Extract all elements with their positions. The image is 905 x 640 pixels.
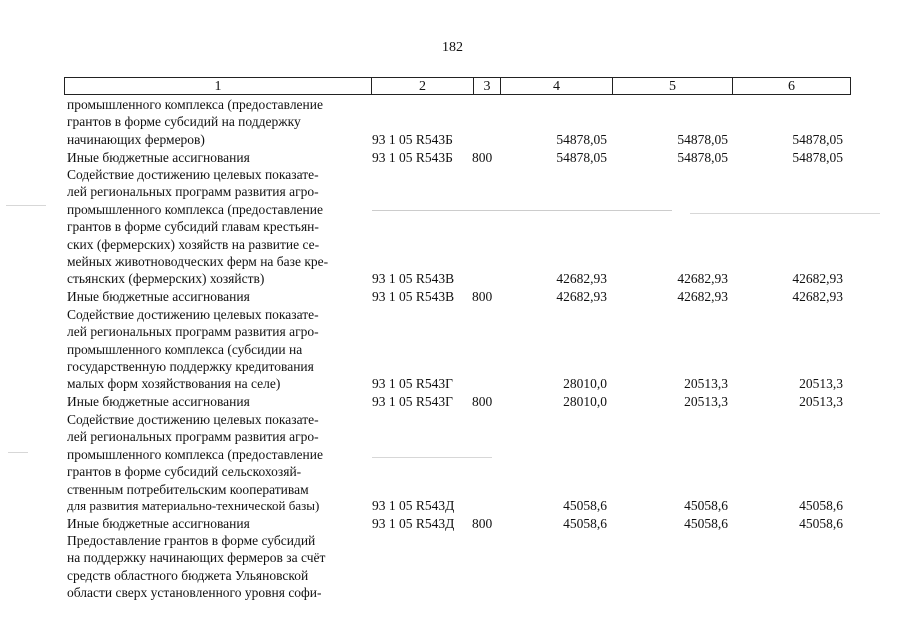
row-label: малых форм хозяйствования на селе)	[67, 376, 281, 391]
header-col-6: 6	[732, 78, 850, 94]
row-label: для развития материально-технической базы)	[67, 498, 320, 513]
table-row	[0, 149, 905, 167]
row-label: Иные бюджетные ассигнования	[67, 150, 250, 165]
description-line: лей региональных программ развития агро-	[67, 429, 319, 445]
value-col-5: 54878,05	[677, 132, 728, 147]
table-row	[0, 131, 905, 149]
row-label: начинающих фермеров)	[67, 132, 205, 147]
value-col-5: 45058,6	[684, 516, 728, 531]
table-row	[0, 270, 905, 288]
description-line: ственным потребительским кооперативам	[67, 481, 309, 497]
target-code: 93 1 05 R543В	[372, 271, 455, 286]
value-col-6: 20513,3	[799, 376, 843, 391]
row-label: стьянских (фермерских) хозяйств)	[67, 271, 265, 286]
value-col-6: 20513,3	[799, 394, 843, 409]
value-col-5: 45058,6	[684, 498, 728, 513]
expense-type: 800	[472, 289, 493, 304]
description-line: грантов в форме субсидий сельскохозяй-	[67, 464, 302, 480]
scan-artifact	[690, 213, 880, 214]
target-code: 93 1 05 R543Г	[372, 376, 453, 391]
value-col-4: 45058,6	[563, 516, 607, 531]
row-label: Иные бюджетные ассигнования	[67, 516, 250, 531]
description-line: лей региональных программ развития агро-	[67, 324, 319, 340]
expense-type: 800	[472, 516, 493, 531]
row-description	[67, 96, 364, 131]
value-col-5: 54878,05	[677, 150, 728, 165]
value-col-5: 20513,3	[684, 394, 728, 409]
description-line: промышленного комплекса (субсидии на	[67, 341, 303, 357]
header-col-5: 5	[612, 78, 732, 94]
header-col-2: 2	[371, 78, 473, 94]
description-line: Содействие достижению целевых показате-	[67, 167, 319, 182]
description-line: Содействие достижению целевых показате-	[67, 307, 319, 322]
row-description	[67, 411, 364, 498]
table-row	[0, 393, 905, 411]
value-col-6: 54878,05	[792, 150, 843, 165]
table-row	[0, 497, 905, 515]
target-code: 93 1 05 R543Б	[372, 150, 453, 165]
value-col-6: 45058,6	[799, 516, 843, 531]
target-code: 93 1 05 R543Г	[372, 394, 453, 409]
row-description	[67, 166, 364, 270]
value-col-5: 42682,93	[677, 271, 728, 286]
value-col-4: 42682,93	[556, 271, 607, 286]
row-description	[67, 306, 364, 376]
target-code: 93 1 05 R543Д	[372, 498, 455, 513]
description-line: промышленного комплекса (предоставление	[67, 97, 323, 112]
value-col-6: 54878,05	[792, 132, 843, 147]
table-row	[0, 288, 905, 306]
value-col-4: 42682,93	[556, 289, 607, 304]
value-col-4: 28010,0	[563, 376, 607, 391]
description-line: мейных животноводческих ферм на базе кре-	[67, 254, 329, 270]
expense-type: 800	[472, 394, 493, 409]
description-line: Предоставление грантов в форме субсидий	[67, 533, 316, 548]
value-col-6: 42682,93	[792, 289, 843, 304]
scan-artifact	[372, 210, 672, 211]
value-col-5: 42682,93	[677, 289, 728, 304]
table-header-row	[64, 77, 851, 95]
description-line: лей региональных программ развития агро-	[67, 184, 319, 200]
description-line: на поддержку начинающих фермеров за счёт	[67, 550, 326, 566]
description-line: средств областного бюджета Ульяновской	[67, 567, 309, 583]
table-row	[0, 375, 905, 393]
description-line: грантов в форме субсидий на поддержку	[67, 114, 301, 130]
value-col-6: 42682,93	[792, 271, 843, 286]
row-label: Иные бюджетные ассигнования	[67, 394, 250, 409]
row-label: Иные бюджетные ассигнования	[67, 289, 250, 304]
value-col-4: 45058,6	[563, 498, 607, 513]
value-col-6: 45058,6	[799, 498, 843, 513]
row-description	[67, 532, 364, 602]
target-code: 93 1 05 R543Д	[372, 516, 455, 531]
scan-artifact	[8, 452, 28, 453]
description-line: ских (фермерских) хозяйств на развитие се-	[67, 236, 320, 252]
description-line: промышленного комплекса (предоставление	[67, 201, 323, 217]
value-col-4: 54878,05	[556, 132, 607, 147]
value-col-4: 54878,05	[556, 150, 607, 165]
scan-artifact	[6, 205, 46, 206]
scan-artifact	[372, 457, 492, 458]
description-line: промышленного комплекса (предоставление	[67, 446, 323, 462]
description-line: области сверх установленного уровня софи-	[67, 585, 322, 601]
description-line: Содействие достижению целевых показате-	[67, 412, 319, 427]
value-col-4: 28010,0	[563, 394, 607, 409]
page-number: 182	[442, 40, 463, 55]
header-col-1: 1	[214, 79, 222, 94]
value-col-5: 20513,3	[684, 376, 728, 391]
target-code: 93 1 05 R543Б	[372, 132, 453, 147]
expense-type: 800	[472, 150, 493, 165]
header-col-4: 4	[500, 78, 612, 94]
header-col-3: 3	[473, 78, 500, 94]
target-code: 93 1 05 R543В	[372, 289, 455, 304]
description-line: грантов в форме субсидий главам крестьян-	[67, 219, 319, 235]
table-row	[0, 515, 905, 533]
description-line: государственную поддержку кредитования	[67, 359, 314, 375]
